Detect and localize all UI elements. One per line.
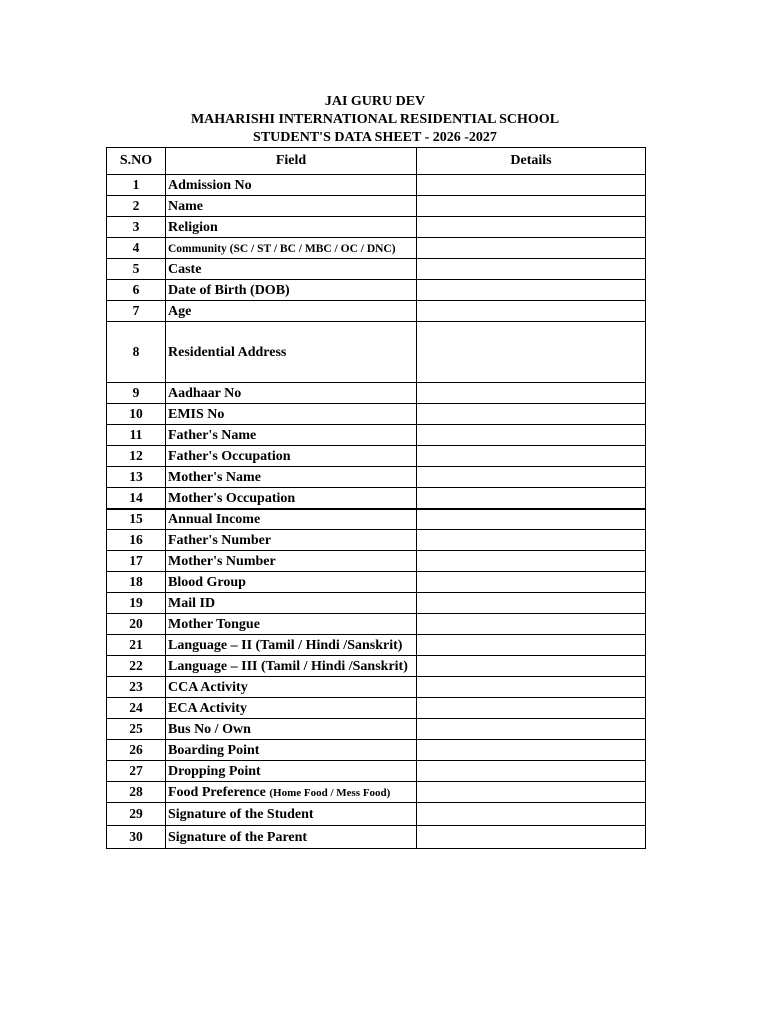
row-field: Father's Number [166,530,417,551]
row-sno: 9 [107,383,166,404]
table-row [107,698,646,719]
table-row [107,826,646,849]
row-sno: 16 [107,530,166,551]
row-details-cell[interactable] [417,740,646,761]
row-details-cell[interactable] [417,446,646,467]
row-sno: 10 [107,404,166,425]
row-details-cell[interactable] [417,259,646,280]
row-details-cell[interactable] [417,404,646,425]
row-sno: 12 [107,446,166,467]
row-field: Blood Group [166,572,417,593]
column-header-details: Details [417,148,646,175]
table-row [107,509,646,530]
table-row [107,425,646,446]
row-sno: 24 [107,698,166,719]
row-field: Age [166,301,417,322]
row-sno: 23 [107,677,166,698]
column-header-field: Field [166,148,417,175]
table-row [107,635,646,656]
row-sno: 30 [107,826,166,849]
row-field: Mother's Occupation [166,488,417,509]
row-sno: 14 [107,488,166,509]
row-details-cell[interactable] [417,301,646,322]
table-row [107,677,646,698]
row-details-cell[interactable] [417,551,646,572]
row-details-cell[interactable] [417,782,646,803]
row-details-cell[interactable] [417,698,646,719]
student-data-table [106,147,646,849]
table-row [107,593,646,614]
table-row [107,467,646,488]
row-field: Community (SC / ST / BC / MBC / OC / DNC) [166,238,417,259]
row-field: Boarding Point [166,740,417,761]
row-field: EMIS No [166,404,417,425]
row-sno: 15 [107,509,166,530]
table-row [107,259,646,280]
row-details-cell[interactable] [417,530,646,551]
document-header [106,93,644,147]
row-field: Signature of the Student [166,803,417,826]
row-field-note: (Home Food / Mess Food) [269,787,391,799]
table-row [107,719,646,740]
table-row [107,196,646,217]
table-row [107,803,646,826]
row-details-cell[interactable] [417,614,646,635]
row-field: Religion [166,217,417,238]
row-sno: 18 [107,572,166,593]
row-sno: 3 [107,217,166,238]
row-details-cell[interactable] [417,217,646,238]
row-field: Mail ID [166,593,417,614]
table-row [107,175,646,196]
table-row [107,301,646,322]
row-field: Annual Income [166,509,417,530]
row-field: Date of Birth (DOB) [166,280,417,301]
row-field: Dropping Point [166,761,417,782]
row-field: Bus No / Own [166,719,417,740]
column-header-sno: S.NO [107,148,166,175]
row-sno: 25 [107,719,166,740]
row-field: Residential Address [166,322,417,383]
table-row [107,761,646,782]
row-field [166,782,417,803]
table-row [107,280,646,301]
row-details-cell[interactable] [417,488,646,509]
table-row [107,238,646,259]
row-field: Admission No [166,175,417,196]
row-sno: 21 [107,635,166,656]
table-row [107,572,646,593]
row-field: CCA Activity [166,677,417,698]
row-sno: 29 [107,803,166,826]
table-row [107,322,646,383]
row-details-cell[interactable] [417,467,646,488]
row-sno: 19 [107,593,166,614]
row-field: Signature of the Parent [166,826,417,849]
table-row [107,530,646,551]
row-details-cell[interactable] [417,509,646,530]
row-details-cell[interactable] [417,572,646,593]
table-row [107,217,646,238]
row-details-cell[interactable] [417,719,646,740]
header-line-1: JAI GURU DEV [324,94,426,109]
row-details-cell[interactable] [417,322,646,383]
row-field: Father's Occupation [166,446,417,467]
row-details-cell[interactable] [417,593,646,614]
table-row [107,446,646,467]
row-sno: 20 [107,614,166,635]
row-details-cell[interactable] [417,425,646,446]
row-sno: 11 [107,425,166,446]
row-sno: 2 [107,196,166,217]
table-header-row [107,148,646,175]
row-sno: 28 [107,782,166,803]
row-field: Father's Name [166,425,417,446]
row-field: Name [166,196,417,217]
row-field: Caste [166,259,417,280]
row-sno: 13 [107,467,166,488]
row-sno: 4 [107,238,166,259]
row-sno: 7 [107,301,166,322]
table-row [107,488,646,509]
row-field: Mother Tongue [166,614,417,635]
row-sno: 1 [107,175,166,196]
row-details-cell[interactable] [417,280,646,301]
table-row [107,383,646,404]
row-details-cell[interactable] [417,803,646,826]
row-details-cell[interactable] [417,238,646,259]
table-row [107,404,646,425]
row-sno: 8 [107,322,166,383]
row-sno: 5 [107,259,166,280]
row-sno: 26 [107,740,166,761]
row-sno: 17 [107,551,166,572]
row-sno: 22 [107,656,166,677]
row-details-cell[interactable] [417,196,646,217]
table-row [107,551,646,572]
row-details-cell[interactable] [417,635,646,656]
row-details-cell[interactable] [417,761,646,782]
table-row [107,656,646,677]
row-details-cell[interactable] [417,677,646,698]
row-field: Aadhaar No [166,383,417,404]
row-details-cell[interactable] [417,383,646,404]
row-field: Language – III (Tamil / Hindi /Sanskrit) [166,656,417,677]
row-sno: 6 [107,280,166,301]
row-details-cell[interactable] [417,175,646,196]
table-row [107,614,646,635]
row-field: Mother's Number [166,551,417,572]
sheet-title: STUDENT'S DATA SHEET - 2026 -2027 [253,130,497,145]
school-name: MAHARISHI INTERNATIONAL RESIDENTIAL SCHOOL [190,112,560,127]
row-details-cell[interactable] [417,656,646,677]
table-row [107,740,646,761]
row-field: Language – II (Tamil / Hindi /Sanskrit) [166,635,417,656]
row-sno: 27 [107,761,166,782]
row-field-label: Food Preference [168,785,266,800]
row-field: Mother's Name [166,467,417,488]
row-details-cell[interactable] [417,826,646,849]
table-row [107,782,646,803]
row-field: ECA Activity [166,698,417,719]
